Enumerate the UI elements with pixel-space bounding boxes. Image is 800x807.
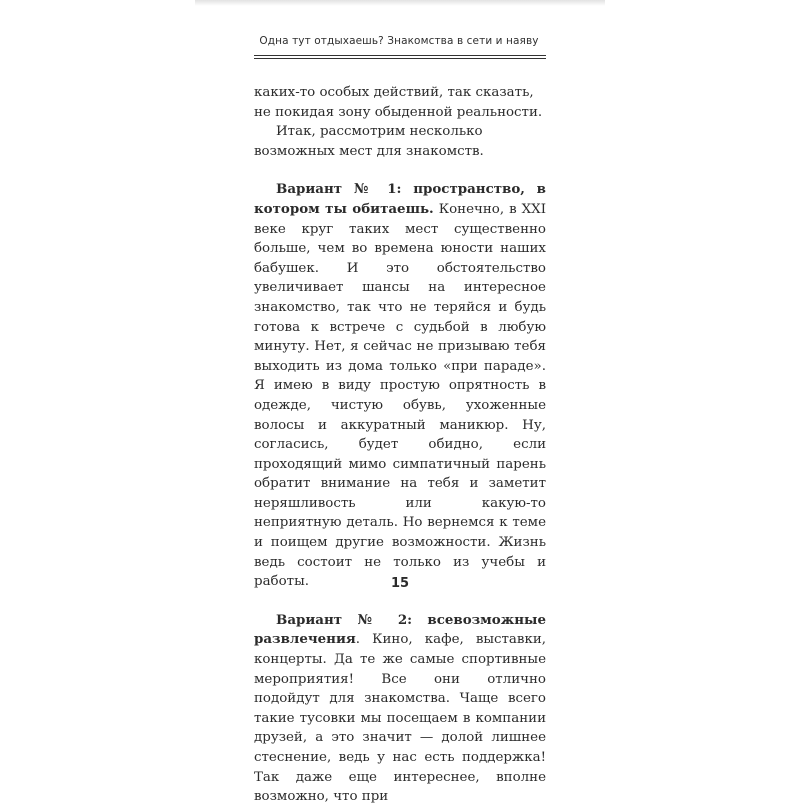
paragraph-gap [254,161,546,180]
option-1-text: Конечно, в XXI веке круг таких мест существенно больше, чем во времена юности наших бабушек. И это обстоятельство увеличивает шансы на интересное знакомство, так что не теряйся и будь готова к встрече с судьбой в любую минуту. Нет, я сейчас не призываю тебя выходить из дома только «при параде». Я имею в виду простую опрятность в одежде, чистую обувь, ухоженные волосы и аккуратный маникюр. Ну, согласись, будет обидно, если проходящий мимо симпатичный парень обратит внимание на тебя и заметит неряшливость или какую-то неприятную деталь. Но вернемся к теме и поищем другие возможности. Жизнь ведь состоит не только из учебы и работы. [254,201,546,590]
page-number: 15 [390,576,410,591]
option-2-text: . Кино, кафе, выставки, концерты. Да те же самые спортивные мероприятия! Все они отлично подойдут для знакомства. Чаще всего такие тусовки мы посещаем в компании друзей, а это значит — долой лишнее стеснение, ведь у нас есть поддержка! Так даже еще интереснее, вполне возможно, что при [254,632,546,805]
paragraph-continuation: каких-то особых действий, так сказать, не покидая зону обыденной реальности. [254,85,543,120]
running-header: Одна тут отдыхаешь? Знакомства в сети и наяву [259,35,539,47]
page-top-shadow [195,0,605,6]
paragraph-option-1 [254,180,546,591]
header-rule-top [254,55,546,56]
option-2-heading: Вариант № 2: всевозможные развлечения [254,611,546,648]
body-text [254,83,546,807]
header-rule-bottom [254,58,546,59]
paragraph-intro: Итак, рассмотрим несколько возможных мест для знакомств. [254,124,484,159]
paragraph-option-2 [254,611,546,807]
option-1-heading: Вариант № 1: пространство, в котором ты обитаешь. [254,181,546,217]
paragraph-gap [254,592,546,611]
